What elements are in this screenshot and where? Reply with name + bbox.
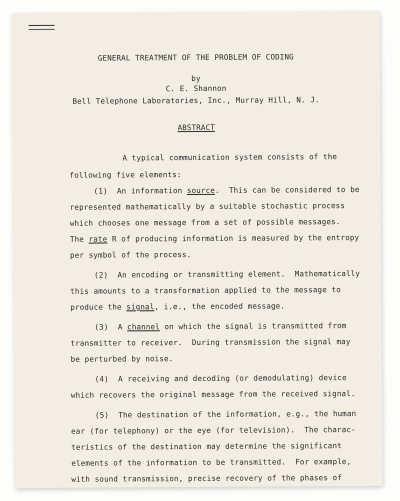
element-2-line-3: produce the signal, i.e., the encoded message.: [70, 301, 286, 312]
intro-line-1: A typical communication system consists of the: [122, 152, 338, 163]
element-4-line-2: which recovers the original message from the received signal.: [70, 389, 356, 400]
term-rate: rate: [88, 234, 108, 244]
abstract-heading: ABSTRACT: [177, 122, 215, 133]
element-3-line-2: transmitter to receiver. During transmission the signal may: [70, 337, 351, 348]
author-name: C. E. Shannon: [165, 83, 227, 94]
element-1-line-5: per symbol of the process.: [70, 250, 192, 260]
by-line: by: [191, 73, 201, 84]
element-5-line-5: with sound transmission, precise recovery of the phases of: [71, 473, 343, 484]
element-5-line-2: ear (for telephony) or the eye (for television). The charac-: [71, 425, 356, 436]
document-title: GENERAL TREATMENT OF THE PROBLEM OF CODING: [97, 52, 294, 63]
element-2-line-2: this amounts to a transformation applied to the message to: [70, 285, 341, 296]
element-1-line-1: (1) An information source. This can be considered to be: [93, 185, 360, 196]
element-1-line-2: represented mathematically by a suitable stochastic process: [69, 201, 346, 212]
intro-line-2: following five elements:: [69, 170, 182, 180]
term-source: source: [186, 185, 215, 196]
element-5-line-3: teristics of the destination may determine the significant: [71, 441, 342, 452]
element-5-line-1: (5) The destination of the information, e.g., the human: [94, 409, 357, 420]
element-5-line-4: elements of the information to be transmitted. For example,: [71, 457, 352, 468]
element-4-line-1: (4) A receiving and decoding (or demodulating) device: [94, 373, 347, 384]
term-signal: signal: [126, 302, 155, 312]
term-channel: channel: [127, 322, 160, 332]
element-3-line-3: be perturbed by noise.: [70, 354, 174, 364]
element-3-line-1: (3) A channel on which the signal is transmitted from: [94, 321, 347, 332]
element-2-line-1: (2) An encoding or transmitting element. Mathematically: [94, 269, 361, 280]
pencil-mark: [29, 25, 55, 30]
author-affiliation: Bell Telephone Laboratories, Inc., Murray Hill, N. J.: [72, 95, 320, 106]
typed-page: [12, 11, 383, 488]
element-1-line-4: The rate R of producing information is measured by the entropy: [69, 233, 360, 244]
element-1-line-3: which chooses one message from a set of possible messages.: [69, 217, 341, 228]
